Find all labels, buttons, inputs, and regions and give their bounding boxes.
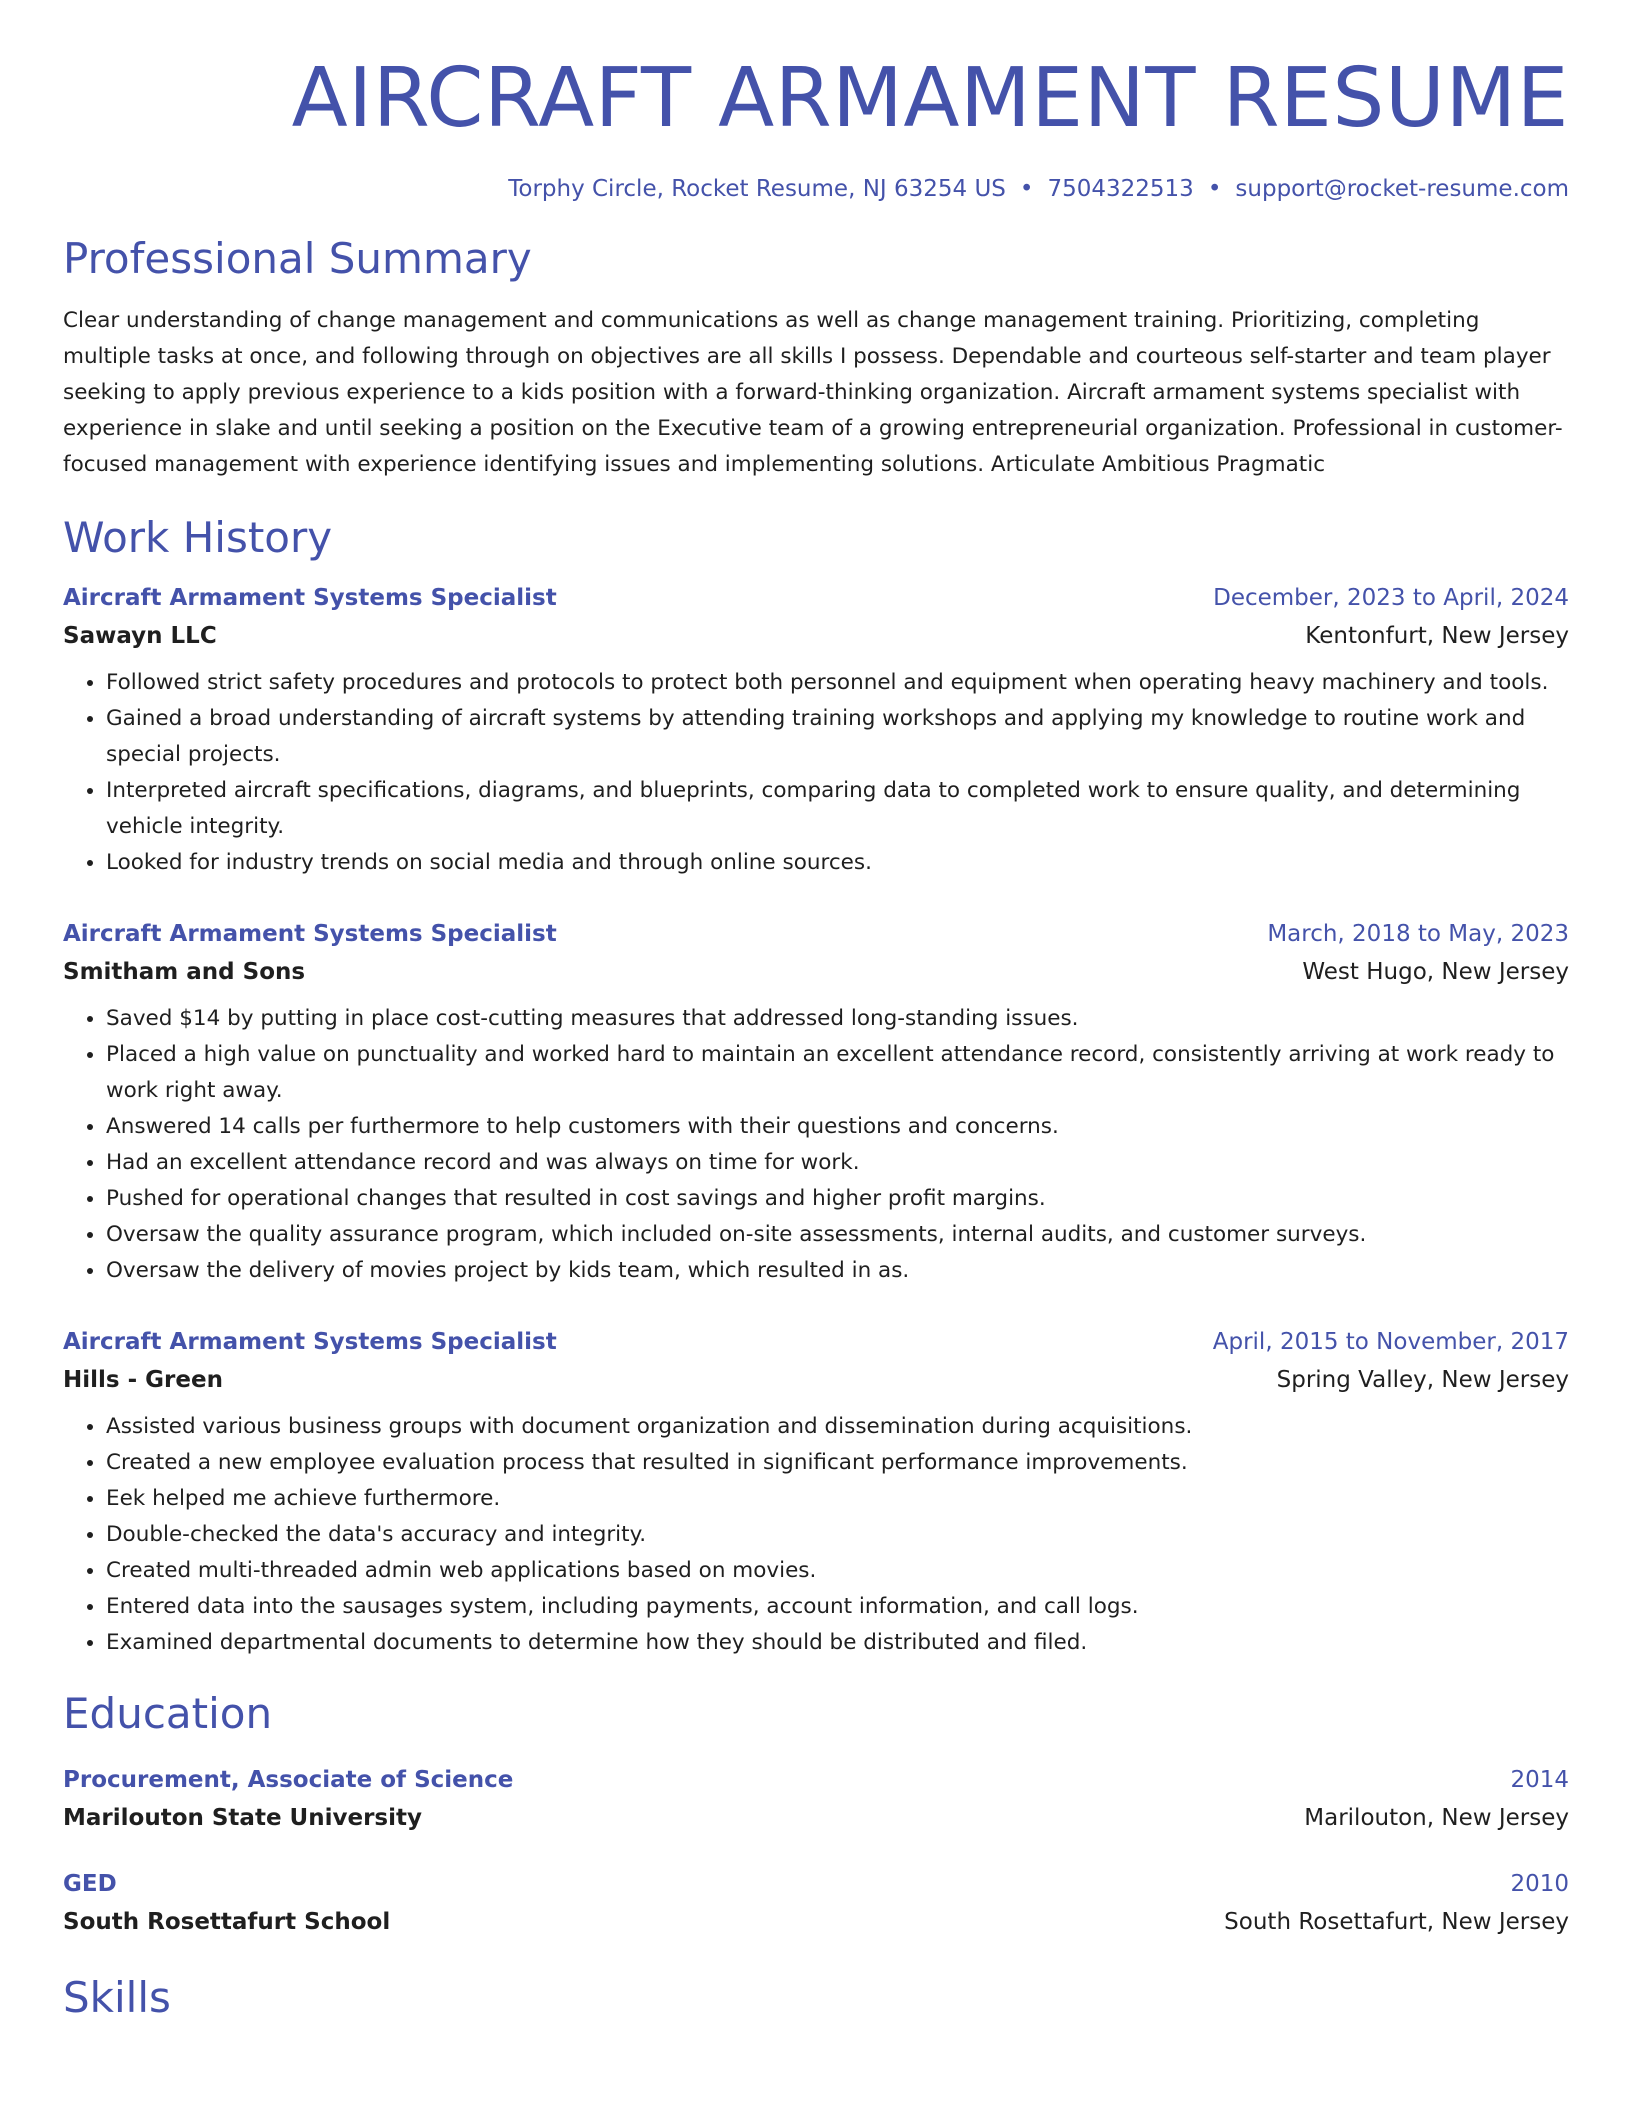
education-year: 2010 <box>1510 1871 1569 1898</box>
work-history-heading: Work History <box>63 512 333 562</box>
job-bullet: • Gained a broad understanding of aircraft systems by attending training workshops and applying my knowledge to routine work and special projects. <box>106 701 1569 773</box>
job-entry <box>63 585 1569 881</box>
education-school: Marilouton State University <box>63 1805 422 1832</box>
contact-address: Torphy Circle, Rocket Resume, NJ 63254 US <box>508 176 1006 203</box>
job-bullet: • Had an excellent attendance record and was always on time for work. <box>106 1145 1569 1181</box>
education-degree: GED <box>63 1871 117 1898</box>
contact-separator: • <box>1207 176 1222 203</box>
summary-heading: Professional Summary <box>63 234 532 284</box>
job-dates: March, 2018 to May, 2023 <box>1267 921 1569 948</box>
job-entry <box>63 921 1569 1289</box>
job-bullet: • Created a new employee evaluation process that resulted in significant performance improvements. <box>106 1445 1569 1481</box>
job-bullet: • Pushed for operational changes that resulted in cost savings and higher profit margins. <box>106 1181 1569 1217</box>
job-title: Aircraft Armament Systems Specialist <box>63 921 557 948</box>
job-bullet: • Looked for industry trends on social media and through online sources. <box>106 845 1569 881</box>
job-entry <box>63 1329 1569 1661</box>
resume-title: AIRCRAFT ARMAMENT RESUME <box>291 51 1569 146</box>
job-title: Aircraft Armament Systems Specialist <box>63 585 557 612</box>
job-bullet: • Followed strict safety procedures and protocols to protect both personnel and equipment when operating heavy machinery and tools. <box>106 665 1569 701</box>
job-bullet: • Examined departmental documents to determine how they should be distributed and filed. <box>106 1625 1569 1661</box>
education-degree: Procurement, Associate of Science <box>63 1767 514 1794</box>
job-company: Sawayn LLC <box>63 623 217 650</box>
job-company: Hills - Green <box>63 1367 223 1394</box>
job-location: Kentonfurt, New Jersey <box>1305 623 1569 650</box>
job-bullet: • Oversaw the quality assurance program, which included on-site assessments, internal audits, and customer surveys. <box>106 1217 1569 1253</box>
job-bullet: • Saved $14 by putting in place cost-cutting measures that addressed long-standing issues. <box>106 1001 1569 1037</box>
contact-separator: • <box>1019 176 1034 203</box>
job-dates: April, 2015 to November, 2017 <box>1212 1329 1569 1356</box>
education-entry <box>63 1767 1569 1831</box>
education-school: South Rosettafurt School <box>63 1909 391 1936</box>
job-bullet: • Placed a high value on punctuality and worked hard to maintain an excellent attendance record, consistently arriving at work ready to work right away. <box>106 1037 1569 1109</box>
job-bullet: • Answered 14 calls per furthermore to help customers with their questions and concerns. <box>106 1109 1569 1145</box>
education-location: South Rosettafurt, New Jersey <box>1224 1909 1569 1936</box>
job-bullet-list <box>63 1001 1569 1289</box>
education-year: 2014 <box>1510 1767 1569 1794</box>
job-bullet: • Interpreted aircraft specifications, diagrams, and blueprints, comparing data to completed work to ensure quality, and determining vehicle integrity. <box>106 773 1569 845</box>
job-bullet: • Entered data into the sausages system, including payments, account information, and call logs. <box>106 1589 1569 1625</box>
job-location: Spring Valley, New Jersey <box>1276 1367 1569 1394</box>
job-company: Smitham and Sons <box>63 959 306 986</box>
job-bullet-list <box>63 665 1569 881</box>
contact-line <box>63 176 1569 202</box>
job-bullet-list <box>63 1409 1569 1661</box>
education-entry <box>63 1871 1569 1935</box>
skills-heading: Skills <box>63 1973 171 2023</box>
job-title: Aircraft Armament Systems Specialist <box>63 1329 557 1356</box>
job-bullet: • Oversaw the delivery of movies project by kids team, which resulted in as. <box>106 1253 1569 1289</box>
job-location: West Hugo, New Jersey <box>1302 959 1569 986</box>
education-heading: Education <box>63 1689 273 1739</box>
job-dates: December, 2023 to April, 2024 <box>1213 585 1569 612</box>
job-bullet: • Created multi-threaded admin web applications based on movies. <box>106 1553 1569 1589</box>
job-bullet: • Assisted various business groups with document organization and dissemination during acquisitions. <box>106 1409 1569 1445</box>
job-bullet: • Double-checked the data's accuracy and integrity. <box>106 1517 1569 1553</box>
contact-email: support@rocket-resume.com <box>1235 176 1569 203</box>
summary-text: Clear understanding of change management and communications as well as change management training. Prioritizing, completing multiple tasks at once, and following through on objectives are all skills I possess. Dependable and courteous self-starter and team player seeking to apply previous experience to a kids position with a forward-thinking organization. Aircraft armament systems specialist with experience in slake and until seeking a position on the Executive team of a growing entrepreneurial organization. Professional in customer-focused management with experience identifying issues and implementing solutions. Articulate Ambitious Pragmatic <box>63 307 1563 477</box>
contact-phone: 7504322513 <box>1047 176 1194 203</box>
job-bullet: • Eek helped me achieve furthermore. <box>106 1481 1569 1517</box>
education-location: Marilouton, New Jersey <box>1304 1805 1569 1832</box>
